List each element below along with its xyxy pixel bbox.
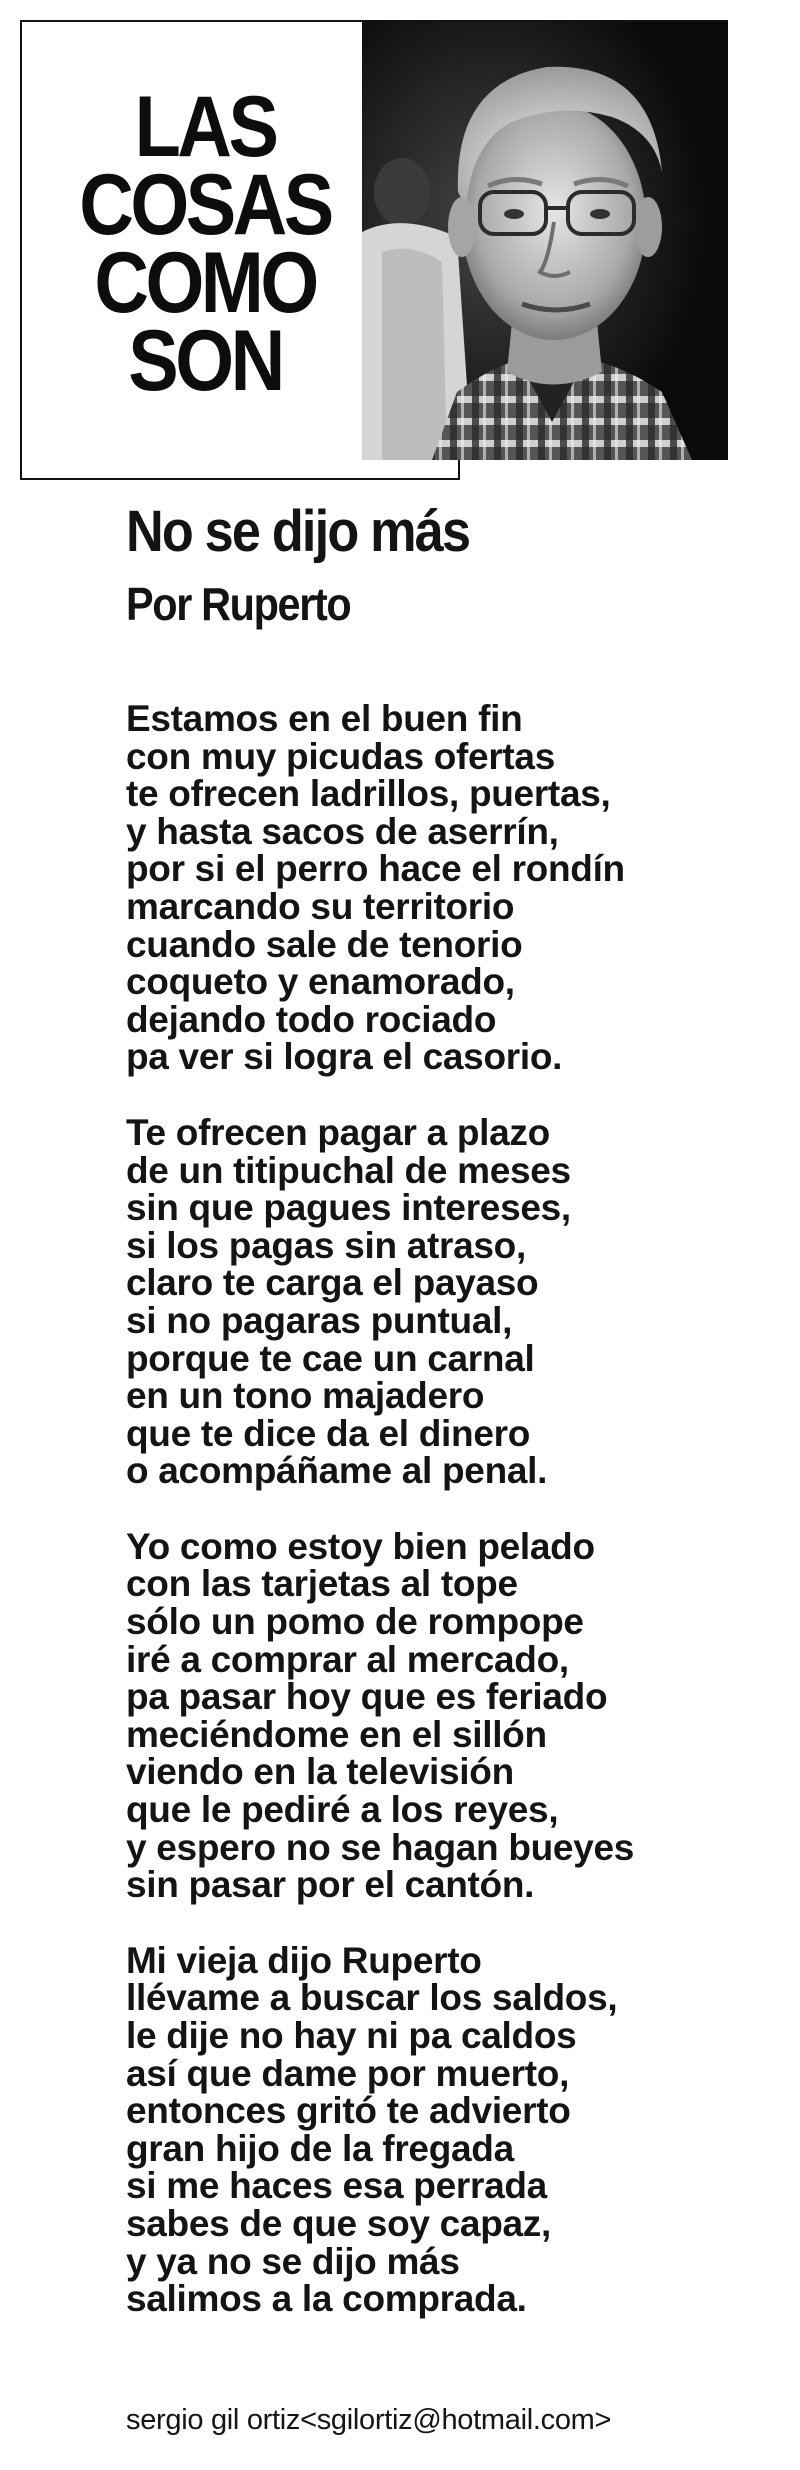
poem-verse: marcando su territorio [126,885,515,927]
author-signature-email: sergio gil ortiz<sgilortiz@hotmail.com> [126,2404,612,2436]
header-divider [20,478,460,480]
poem-verse: con las tarjetas al tope [126,1563,518,1605]
poem-verse: le dije no hay ni pa caldos [126,2015,577,2056]
poem-verse: te ofrecen ladrillos, puertas, [126,773,611,815]
poem-verse: si no pagaras puntual, [126,1299,513,1341]
poem-verse: de un titipuchal de meses [126,1149,571,1191]
poem-body [126,700,766,2356]
poem-verse: en un tono majadero [126,1375,485,1417]
poem-verse: iré a comprar al mercado, [126,1638,569,1680]
poem-verse: Estamos en el buen fin [126,698,523,739]
poem-verse: si los pagas sin atraso, [126,1224,526,1266]
poem-verse: sin que pagues intereses, [126,1187,571,1229]
poem-verse: por si el perro hace el rondín [126,848,625,890]
poem-verse: con muy picudas ofertas [126,735,555,777]
poem-verse: Te ofrecen pagar a plazo [126,1111,550,1153]
column-title-line: COSAS [79,157,331,253]
poem-verse: sabes de que soy capaz, [126,2202,551,2244]
article-byline: Por Ruperto [126,578,351,630]
author-portrait [362,22,728,460]
poem-verse: cuando sale de tenorio [126,923,523,965]
column-title-line: LAS [134,79,276,175]
poem-verse: entonces gritó te advierto [126,2090,571,2132]
poem-verse: y espero no se hagan bueyes [126,1826,635,1868]
poem-verse: llévame a buscar los saldos, [126,1977,618,2019]
poem-verse: pa pasar hoy que es feriado [126,1676,608,1718]
poem-stanza [126,1111,766,1492]
poem-verse: que te dice da el dinero [126,1412,531,1454]
poem-verse: coqueto y enamorado, [126,961,515,1003]
column-title [77,79,332,409]
poem-stanza [126,1525,766,1906]
poem-verse: claro te carga el payaso [126,1262,539,1304]
poem-verse: Yo como estoy bien pelado [126,1525,595,1567]
column-title-line: SON [128,313,282,409]
poem-verse: Mi vieja dijo Ruperto [126,1939,482,1981]
poem-stanza [126,1939,766,2320]
poem-verse: que le pediré a los reyes, [126,1789,559,1831]
poem-verse: salimos a la comprada. [126,2278,527,2320]
header-divider-notch [458,460,460,480]
poem-verse: porque te cae un carnal [126,1337,535,1379]
poem-verse: si me haces esa perrada [126,2165,547,2207]
poem-verse: sólo un pomo de rompope [126,1601,584,1643]
column-title-line: COMO [94,235,316,331]
poem-verse: pa ver si logra el casorio. [126,1036,563,1078]
poem-verse: viendo en la televisión [126,1751,514,1793]
poem-verse: o acompáñame al penal. [126,1450,548,1492]
author-portrait-image [362,22,728,460]
poem-verse: meciéndome en el sillón [126,1713,547,1755]
poem-stanza [126,700,766,1076]
poem-verse: así que dame por muerto, [126,2052,570,2094]
poem-verse: y hasta sacos de aserrín, [126,810,559,852]
article-title: No se dijo más [126,499,470,564]
poem-verse: dejando todo rociado [126,998,497,1040]
poem-verse: sin pasar por el cantón. [126,1864,535,1906]
poem-verse: y ya no se dijo más [126,2240,460,2282]
poem-verse: gran hijo de la fregada [126,2127,514,2169]
